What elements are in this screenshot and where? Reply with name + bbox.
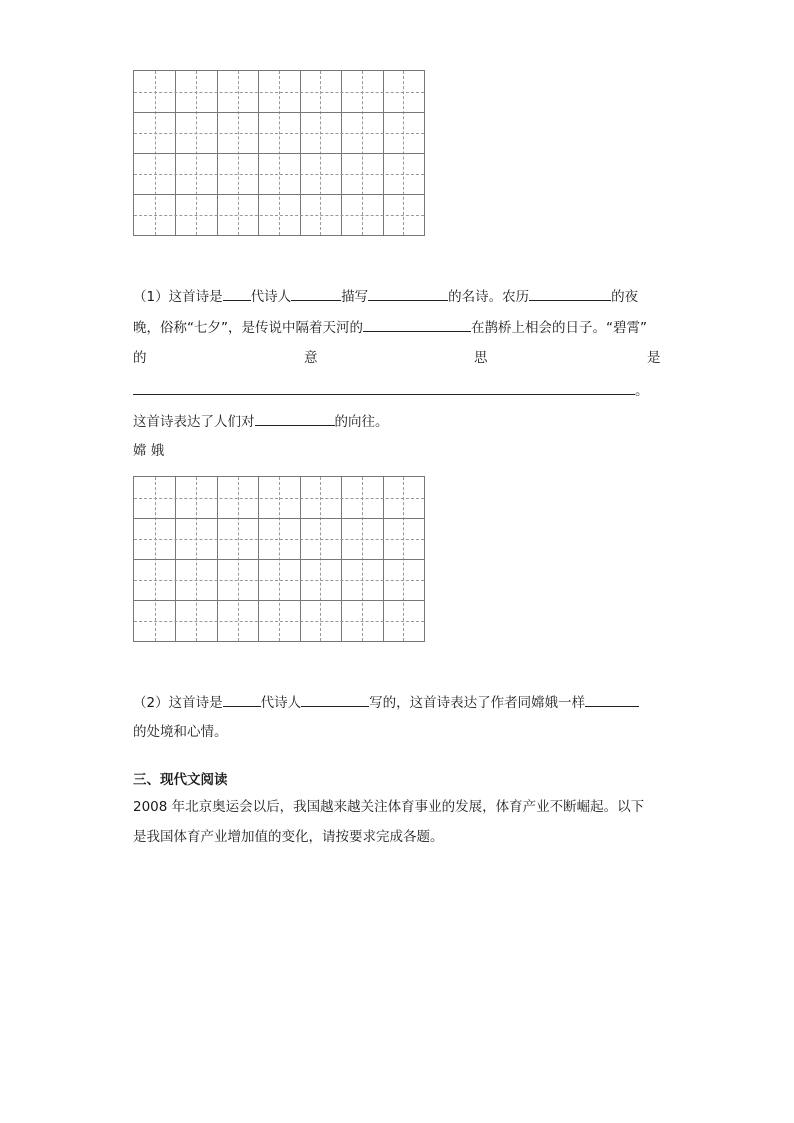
grid-line: [134, 559, 424, 560]
grid-line: [134, 600, 424, 601]
q2-text-3: 写的，这首诗表达了作者同嫦娥一样: [369, 695, 586, 711]
q1-text-5: 的夜: [611, 289, 639, 305]
q1-text-4: 的名诗。农历: [448, 289, 530, 305]
blank-subject[interactable]: [368, 286, 448, 301]
grid-line: [134, 539, 424, 540]
blank-meaning[interactable]: [133, 380, 635, 395]
grid-line: [134, 580, 424, 581]
q1-line-4: [133, 380, 649, 400]
q1-line-1: [133, 286, 638, 306]
q1-text-9: 这首诗表达了人们对: [133, 414, 255, 430]
q1-text-8: 。: [635, 383, 649, 399]
blank-longing[interactable]: [255, 411, 335, 426]
q1-text-10: 的向往。: [334, 414, 389, 430]
blank-poet-2[interactable]: [301, 692, 369, 707]
grid-line: [134, 112, 424, 113]
blank-dynasty-2[interactable]: [223, 692, 261, 707]
grid-line: [134, 174, 424, 175]
section-3-para-line-2: 是我国体育产业增加值的变化，请按要求完成各题。: [133, 829, 444, 845]
grid-line: [134, 92, 424, 93]
grid-line: [134, 153, 424, 154]
q1-text-2: 代诗人: [250, 289, 292, 305]
q1-text-1: （1）这首诗是: [133, 289, 223, 305]
grid-line: [134, 498, 424, 499]
blank-date[interactable]: [529, 286, 611, 301]
q1-line-2: [133, 317, 647, 337]
blank-who[interactable]: [363, 317, 471, 332]
q1-text-3: 描写: [341, 289, 369, 305]
q2-text-1: （2）这首诗是: [133, 695, 223, 711]
q2-text-2: 代诗人: [260, 695, 302, 711]
section-3-heading: 三、现代文阅读: [133, 772, 228, 788]
q1-text-6: 晚，俗称“七夕”，是传说中隔着天河的: [133, 320, 363, 336]
q1-line-5: [133, 411, 389, 431]
grid-line: [134, 215, 424, 216]
blank-feeling[interactable]: [585, 692, 639, 707]
q1-spread-char: 是: [647, 350, 661, 366]
blank-poet[interactable]: [291, 286, 341, 301]
q1-text-7: 在鹊桥上相会的日子。“碧霄”: [471, 320, 647, 336]
q2-line-2: 的处境和心情。: [133, 724, 228, 740]
writing-grid-1: [133, 70, 425, 236]
blank-dynasty[interactable]: [223, 286, 251, 301]
grid-line: [134, 621, 424, 622]
writing-grid-2: [133, 476, 425, 642]
grid-line: [134, 133, 424, 134]
q1-spread-char: 意: [304, 350, 318, 366]
poem2-title: 嫦 娥: [133, 443, 165, 459]
q2-line-1: [133, 692, 639, 712]
grid-line: [134, 194, 424, 195]
q1-spread-char: 的: [133, 350, 147, 366]
q1-spread-char: 思: [474, 350, 488, 366]
section-3-para-line-1: 2008 年北京奥运会以后，我国越来越关注体育事业的发展，体育产业不断崛起。以下: [133, 799, 645, 815]
grid-line: [134, 518, 424, 519]
